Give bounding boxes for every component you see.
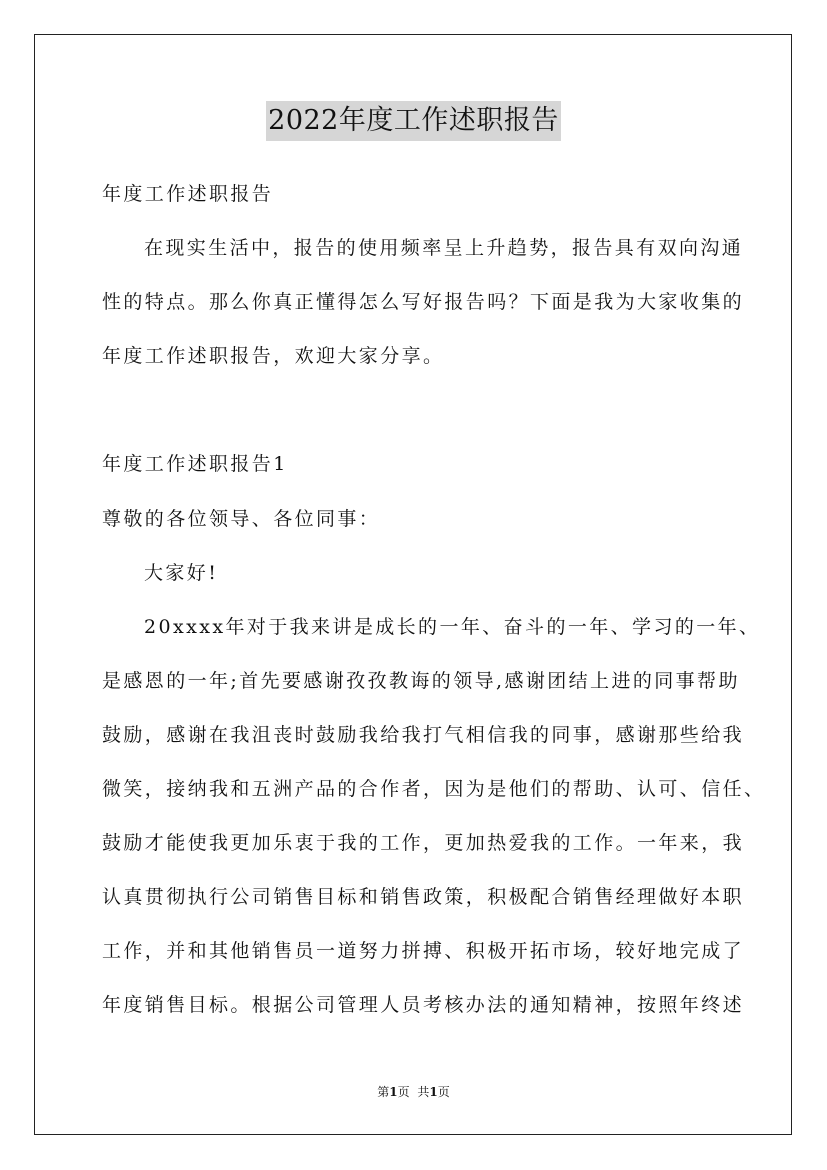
salutation: 尊敬的各位领导、各位同事：: [102, 508, 381, 530]
page-footer: [0, 1084, 827, 1100]
document-title: 2022年度工作述职报告: [266, 101, 561, 141]
total-pages: 1: [429, 1085, 438, 1099]
total-suffix: 页: [437, 1085, 450, 1099]
title-wrap: [0, 101, 827, 141]
page-prefix: 第: [377, 1085, 390, 1099]
section-heading: 年度工作述职报告1: [102, 453, 288, 475]
body-line-5: 鼓励才能使我更加乐衷于我的工作，更加热爱我的工作。一年来，我: [102, 832, 745, 854]
body-line-3: 鼓励，感谢在我沮丧时鼓励我给我打气相信我的同事，感谢那些给我: [102, 724, 745, 746]
page-number: 1: [389, 1085, 398, 1099]
body-line-1: 20xxxx年对于我来讲是成长的一年、奋斗的一年、学习的一年、: [144, 616, 761, 638]
body-line-8: 年度销售目标。根据公司管理人员考核办法的通知精神，按照年终述: [102, 994, 745, 1016]
document-subtitle: 年度工作述职报告: [102, 183, 274, 205]
total-prefix: 共: [417, 1085, 430, 1099]
body-line-6: 认真贯彻执行公司销售目标和销售政策，积极配合销售经理做好本职: [102, 886, 745, 908]
intro-line-3: 年度工作述职报告，欢迎大家分享。: [102, 345, 445, 367]
greeting: 大家好!: [144, 562, 219, 584]
body-line-2: 是感恩的一年;首先要感谢孜孜教诲的领导,感谢团结上进的同事帮助: [102, 670, 740, 692]
body-line-4: 微笑，接纳我和五洲产品的合作者，因为是他们的帮助、认可、信任、: [102, 778, 766, 800]
page-suffix: 页: [397, 1085, 410, 1099]
body-line-7: 工作，并和其他销售员一道努力拼搏、积极开拓市场，较好地完成了: [102, 940, 745, 962]
intro-line-2: 性的特点。那么你真正懂得怎么写好报告吗？下面是我为大家收集的: [102, 291, 745, 313]
intro-line-1: 在现实生活中，报告的使用频率呈上升趋势，报告具有双向沟通: [144, 237, 744, 259]
